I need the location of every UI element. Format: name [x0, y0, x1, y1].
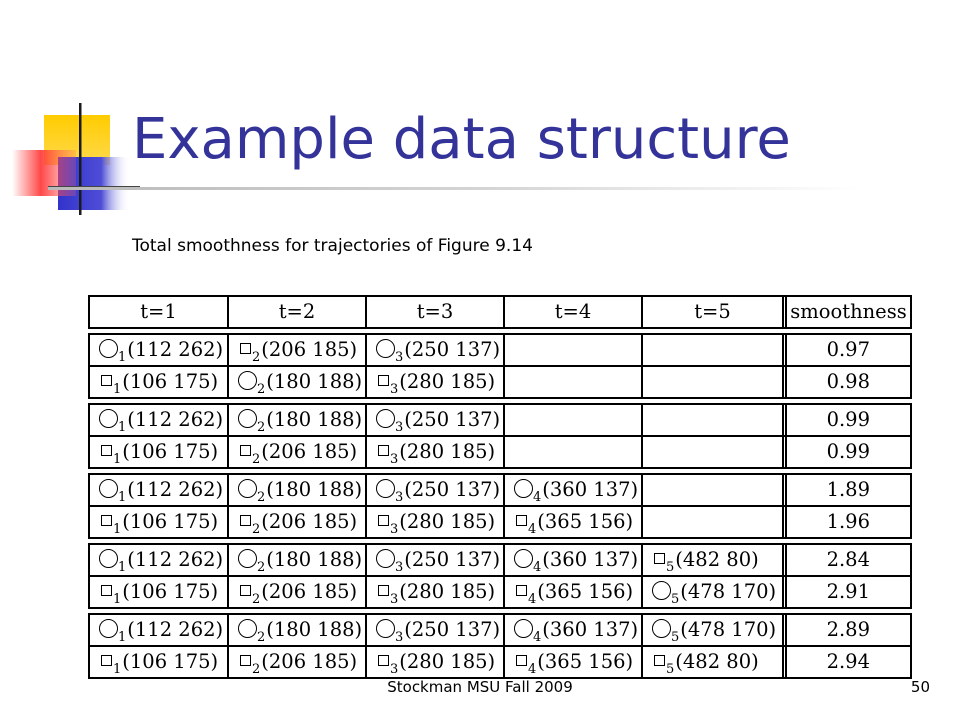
coordinate: (280 185) — [399, 440, 496, 463]
marker-index: 5 — [671, 592, 680, 607]
table-cell — [365, 437, 503, 467]
marker-index: 4 — [528, 522, 537, 537]
square-icon — [378, 445, 389, 456]
table-body — [88, 333, 912, 679]
square-icon — [240, 655, 251, 666]
marker-index: 2 — [257, 560, 266, 575]
circle-icon — [652, 581, 671, 600]
table-cell — [88, 507, 227, 537]
circle-icon — [376, 479, 395, 498]
slide-footer: Stockman MSU Fall 2009 — [387, 678, 573, 696]
table-cell — [641, 437, 782, 467]
marker-index: 4 — [528, 662, 537, 677]
marker-index: 2 — [252, 522, 261, 537]
table-cell — [88, 545, 227, 575]
marker-index: 1 — [113, 662, 122, 677]
table-cell — [641, 507, 782, 537]
square-icon — [378, 515, 389, 526]
table-cell — [365, 647, 503, 677]
coordinate: (360 137) — [542, 548, 639, 571]
square-icon — [516, 655, 527, 666]
coordinate: (206 185) — [261, 338, 358, 361]
marker-index: 2 — [252, 662, 261, 677]
header-t5: t=5 — [641, 297, 782, 327]
coordinate: (112 262) — [127, 478, 224, 501]
marker-index: 4 — [533, 560, 542, 575]
table-cell — [503, 507, 641, 537]
square-icon — [101, 375, 112, 386]
marker-index: 2 — [252, 452, 261, 467]
table-cell — [503, 615, 641, 645]
marker-index: 3 — [395, 350, 404, 365]
coordinate: (280 185) — [399, 510, 496, 533]
table-cell — [227, 577, 365, 607]
marker-index: 1 — [113, 382, 122, 397]
coordinate: (106 175) — [122, 650, 219, 673]
marker-index: 5 — [671, 630, 680, 645]
circle-icon — [238, 549, 257, 568]
header-smoothness: smoothness — [782, 297, 912, 327]
table-cell — [641, 647, 782, 677]
table-cell — [641, 367, 782, 397]
marker-index: 1 — [118, 630, 127, 645]
table-cell — [503, 437, 641, 467]
coordinate: (365 156) — [537, 580, 634, 603]
marker-index: 2 — [257, 382, 266, 397]
marker-index: 3 — [395, 630, 404, 645]
coordinate: (112 262) — [127, 408, 224, 431]
table-cell — [227, 475, 365, 505]
header-row — [88, 297, 912, 327]
marker-index: 3 — [395, 560, 404, 575]
square-icon — [240, 445, 251, 456]
title-decoration — [0, 0, 140, 230]
table-row — [88, 505, 912, 537]
coordinate: (112 262) — [127, 618, 224, 641]
table-row — [88, 335, 912, 365]
marker-index: 2 — [252, 350, 261, 365]
table-row — [88, 645, 912, 677]
square-icon — [378, 375, 389, 386]
table-cell — [227, 437, 365, 467]
coordinate: (106 175) — [122, 580, 219, 603]
marker-index: 4 — [528, 592, 537, 607]
marker-index: 5 — [666, 662, 675, 677]
circle-icon — [238, 371, 257, 390]
deco-vertical-line — [79, 103, 82, 215]
table-cell — [641, 577, 782, 607]
smoothness-value: 1.89 — [782, 475, 912, 505]
table-row — [88, 365, 912, 397]
circle-icon — [514, 549, 533, 568]
square-icon — [240, 585, 251, 596]
table-row — [88, 545, 912, 575]
table-cell — [365, 507, 503, 537]
coordinate: (280 185) — [399, 650, 496, 673]
table-cell — [503, 405, 641, 435]
table-cell — [227, 647, 365, 677]
square-icon — [654, 553, 665, 564]
table-cell — [365, 405, 503, 435]
table-cell — [641, 545, 782, 575]
square-icon — [516, 585, 527, 596]
table-cell — [365, 545, 503, 575]
trajectory-pair — [88, 473, 912, 539]
marker-index: 2 — [257, 490, 266, 505]
circle-icon — [99, 549, 118, 568]
coordinate: (365 156) — [537, 650, 634, 673]
table-cell — [88, 405, 227, 435]
smoothness-value: 2.94 — [782, 647, 912, 677]
coordinate: (206 185) — [261, 510, 358, 533]
table-row — [88, 405, 912, 435]
table-cell — [503, 545, 641, 575]
table-row — [88, 435, 912, 467]
table-cell — [227, 545, 365, 575]
circle-icon — [514, 479, 533, 498]
table-cell — [365, 475, 503, 505]
square-icon — [378, 585, 389, 596]
header-t1: t=1 — [88, 297, 227, 327]
slide-number: 50 — [910, 678, 930, 696]
coordinate: (106 175) — [122, 440, 219, 463]
coordinate: (250 137) — [404, 338, 501, 361]
table-cell — [227, 367, 365, 397]
coordinate: (106 175) — [122, 510, 219, 533]
table-cell — [365, 367, 503, 397]
square-icon — [101, 445, 112, 456]
coordinate: (360 137) — [542, 478, 639, 501]
table-row — [88, 475, 912, 505]
coordinate: (280 185) — [399, 580, 496, 603]
circle-icon — [376, 549, 395, 568]
square-icon — [101, 515, 112, 526]
marker-index: 2 — [257, 420, 266, 435]
circle-icon — [376, 409, 395, 428]
square-icon — [378, 655, 389, 666]
header-t4: t=4 — [503, 297, 641, 327]
header-t2: t=2 — [227, 297, 365, 327]
table-cell — [365, 577, 503, 607]
slide-title: Example data structure — [132, 107, 791, 172]
circle-icon — [99, 339, 118, 358]
marker-index: 3 — [390, 382, 399, 397]
coordinate: (180 188) — [266, 408, 363, 431]
marker-index: 1 — [113, 592, 122, 607]
table-cell — [88, 647, 227, 677]
coordinate: (250 137) — [404, 478, 501, 501]
table-cell — [503, 367, 641, 397]
table-cell — [503, 335, 641, 365]
table-cell — [503, 647, 641, 677]
coordinate: (250 137) — [404, 618, 501, 641]
smoothness-value: 2.91 — [782, 577, 912, 607]
table-cell — [227, 335, 365, 365]
smoothness-table — [88, 295, 912, 683]
circle-icon — [99, 409, 118, 428]
coordinate: (180 188) — [266, 478, 363, 501]
coordinate: (250 137) — [404, 408, 501, 431]
marker-index: 3 — [395, 490, 404, 505]
smoothness-value: 0.98 — [782, 367, 912, 397]
marker-index: 1 — [118, 350, 127, 365]
smoothness-value: 0.99 — [782, 405, 912, 435]
table-cell — [88, 475, 227, 505]
coordinate: (280 185) — [399, 370, 496, 393]
coordinate: (482 80) — [675, 650, 759, 673]
coordinate: (180 188) — [266, 618, 363, 641]
table-cell — [227, 405, 365, 435]
table-cell — [641, 405, 782, 435]
table-cell — [641, 615, 782, 645]
coordinate: (112 262) — [127, 338, 224, 361]
square-icon — [101, 585, 112, 596]
circle-icon — [238, 409, 257, 428]
marker-index: 4 — [533, 490, 542, 505]
table-cell — [88, 615, 227, 645]
table-caption: Total smoothness for trajectories of Figure 9.14 — [132, 236, 533, 256]
square-icon — [101, 655, 112, 666]
circle-icon — [238, 619, 257, 638]
smoothness-value: 0.99 — [782, 437, 912, 467]
coordinate: (106 175) — [122, 370, 219, 393]
table-cell — [365, 335, 503, 365]
square-icon — [654, 655, 665, 666]
smoothness-value: 0.97 — [782, 335, 912, 365]
square-icon — [240, 343, 251, 354]
table-row — [88, 575, 912, 607]
coordinate: (206 185) — [261, 650, 358, 673]
marker-index: 2 — [252, 592, 261, 607]
trajectory-pair — [88, 403, 912, 469]
table-cell — [88, 335, 227, 365]
title-underline — [48, 187, 860, 190]
circle-icon — [99, 619, 118, 638]
coordinate: (206 185) — [261, 580, 358, 603]
circle-icon — [376, 339, 395, 358]
coordinate: (206 185) — [261, 440, 358, 463]
marker-index: 4 — [533, 630, 542, 645]
table-cell — [503, 475, 641, 505]
coordinate: (365 156) — [537, 510, 634, 533]
table-cell — [641, 335, 782, 365]
trajectory-pair — [88, 333, 912, 399]
smoothness-value: 1.96 — [782, 507, 912, 537]
table-header — [88, 295, 912, 329]
coordinate: (478 170) — [680, 618, 777, 641]
table-cell — [88, 577, 227, 607]
marker-index: 2 — [257, 630, 266, 645]
coordinate: (250 137) — [404, 548, 501, 571]
marker-index: 3 — [390, 592, 399, 607]
marker-index: 3 — [390, 452, 399, 467]
coordinate: (180 188) — [266, 370, 363, 393]
marker-index: 3 — [390, 522, 399, 537]
marker-index: 3 — [390, 662, 399, 677]
table-cell — [88, 367, 227, 397]
marker-index: 1 — [118, 420, 127, 435]
smoothness-value: 2.84 — [782, 545, 912, 575]
circle-icon — [99, 479, 118, 498]
circle-icon — [238, 479, 257, 498]
circle-icon — [376, 619, 395, 638]
coordinate: (112 262) — [127, 548, 224, 571]
marker-index: 1 — [118, 490, 127, 505]
marker-index: 3 — [395, 420, 404, 435]
table-row — [88, 615, 912, 645]
header-t3: t=3 — [365, 297, 503, 327]
table-cell — [503, 577, 641, 607]
square-icon — [240, 515, 251, 526]
table-cell — [641, 475, 782, 505]
circle-icon — [652, 619, 671, 638]
trajectory-pair — [88, 613, 912, 679]
coordinate: (478 170) — [680, 580, 777, 603]
trajectory-pair — [88, 543, 912, 609]
marker-index: 1 — [113, 452, 122, 467]
coordinate: (360 137) — [542, 618, 639, 641]
coordinate: (180 188) — [266, 548, 363, 571]
marker-index: 1 — [113, 522, 122, 537]
table-cell — [227, 615, 365, 645]
table-cell — [365, 615, 503, 645]
marker-index: 5 — [666, 560, 675, 575]
table-cell — [88, 437, 227, 467]
marker-index: 1 — [118, 560, 127, 575]
table-cell — [227, 507, 365, 537]
square-icon — [516, 515, 527, 526]
smoothness-value: 2.89 — [782, 615, 912, 645]
coordinate: (482 80) — [675, 548, 759, 571]
circle-icon — [514, 619, 533, 638]
